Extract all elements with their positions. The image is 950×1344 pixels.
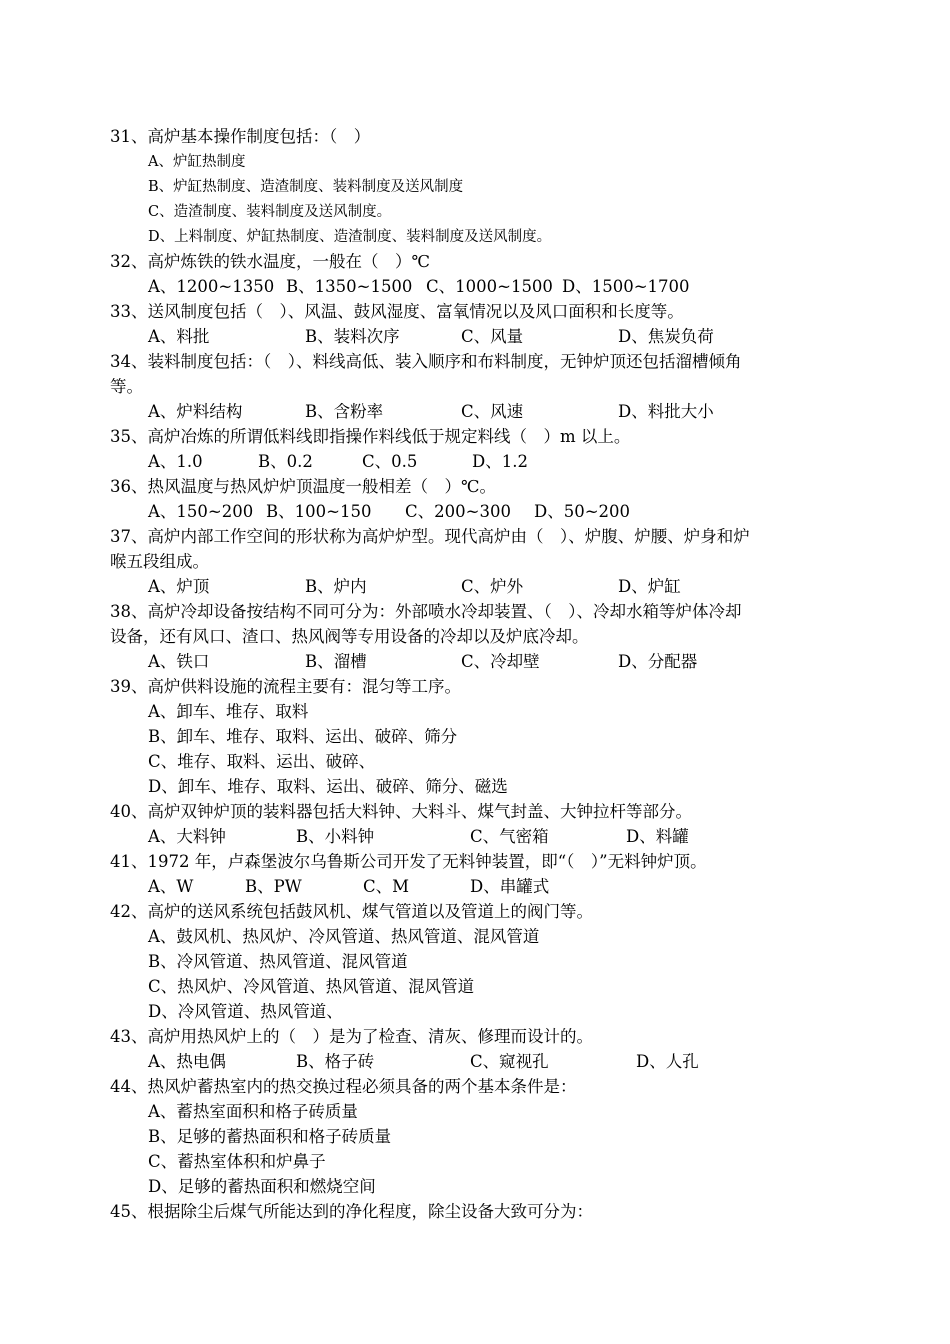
question-34-option-c: C、风速 <box>461 402 524 421</box>
question-35-option-c: C、0.5 <box>362 452 418 471</box>
question-36-option-b: B、100~150 <box>266 502 372 521</box>
question-32-option-d: D、1500~1700 <box>562 277 690 296</box>
question-34-option-a: A、炉料结构 <box>148 402 243 421</box>
question-38-options <box>148 650 862 674</box>
question-39-option-a: A、卸车、堆存、取料 <box>148 702 309 721</box>
question-33-option-c: C、风量 <box>461 327 524 346</box>
question-36-stem: 36、热风温度与热风炉炉顶温度一般相差（ ）℃。 <box>110 477 496 496</box>
question-44-option-d: D、足够的蓄热面积和燃烧空间 <box>148 1177 376 1196</box>
question-37-option-c: C、炉外 <box>461 577 524 596</box>
question-44-option-a: A、蓄热室面积和格子砖质量 <box>148 1102 358 1121</box>
question-39-stem: 39、高炉供料设施的流程主要有：混匀等工序。 <box>110 677 461 696</box>
question-37-stem-line-1: 37、高炉内部工作空间的形状称为高炉炉型。现代高炉由（ ）、炉腹、炉腰、炉身和炉 <box>110 527 750 546</box>
question-38-option-b: B、溜槽 <box>305 652 367 671</box>
question-40-options <box>148 825 862 849</box>
question-34-options <box>148 400 862 424</box>
question-31-option-d: D、上料制度、炉缸热制度、造渣制度、装料制度及送风制度。 <box>148 229 552 245</box>
question-38-stem-line-1: 38、高炉冷却设备按结构不同可分为：外部喷水冷却装置、（ ）、冷却水箱等炉体冷却 <box>110 602 742 621</box>
question-40-option-a: A、大料钟 <box>148 827 226 846</box>
question-36-option-a: A、150~200 <box>148 502 254 521</box>
question-43-option-d: D、人孔 <box>636 1052 699 1071</box>
question-41-option-d: D、串罐式 <box>470 877 550 896</box>
question-38-option-c: C、冷却壁 <box>461 652 540 671</box>
question-36-option-c: C、200~300 <box>405 502 511 521</box>
question-36-option-d: D、50~200 <box>534 502 631 521</box>
question-42-option-b: B、冷风管道、热风管道、混风管道 <box>148 952 408 971</box>
question-41-option-a: A、W <box>148 877 194 896</box>
question-33-option-d: D、焦炭负荷 <box>618 327 714 346</box>
question-43-stem: 43、高炉用热风炉上的（ ）是为了检查、清灰、修理而设计的。 <box>110 1027 593 1046</box>
question-37-stem-line-2: 喉五段组成。 <box>110 552 209 571</box>
question-40-option-c: C、气密箱 <box>470 827 549 846</box>
question-31-option-c: C、造渣制度、装料制度及送风制度。 <box>148 204 392 220</box>
question-41-option-b: B、PW <box>245 877 302 896</box>
question-41-options <box>148 875 862 899</box>
question-31-option-a: A、炉缸热制度 <box>148 154 246 170</box>
question-44-option-b: B、足够的蓄热面积和格子砖质量 <box>148 1127 392 1146</box>
question-40-stem: 40、高炉双钟炉顶的装料器包括大料钟、大料斗、煤气封盖、大钟拉杆等部分。 <box>110 802 692 821</box>
question-39-option-c: C、堆存、取料、运出、破碎、 <box>148 752 376 771</box>
question-34-stem-line-1: 34、装料制度包括：（ ）、料线高低、装入顺序和布料制度，无钟炉顶还包括溜槽倾角 <box>110 352 742 371</box>
question-38-option-d: D、分配器 <box>618 652 698 671</box>
question-31-option-b: B、炉缸热制度、造渣制度、装料制度及送风制度 <box>148 179 464 195</box>
question-43-option-c: C、窥视孔 <box>470 1052 549 1071</box>
question-42-stem: 42、高炉的送风系统包括鼓风机、煤气管道以及管道上的阀门等。 <box>110 902 593 921</box>
question-37-option-a: A、炉顶 <box>148 577 210 596</box>
question-35-stem: 35、高炉冶炼的所谓低料线即指操作料线低于规定料线（ ）m 以上。 <box>110 427 631 446</box>
question-37-options <box>148 575 862 599</box>
question-33-option-b: B、装料次序 <box>305 327 400 346</box>
question-45-stem: 45、根据除尘后煤气所能达到的净化程度，除尘设备大致可分为： <box>110 1202 593 1221</box>
question-42-option-c: C、热风炉、冷风管道、热风管道、混风管道 <box>148 977 475 996</box>
question-34-option-b: B、含粉率 <box>305 402 384 421</box>
question-33-option-a: A、料批 <box>148 327 210 346</box>
question-37-option-d: D、炉缸 <box>618 577 681 596</box>
question-34-stem-line-2: 等。 <box>110 377 143 396</box>
question-34-option-d: D、料批大小 <box>618 402 714 421</box>
question-39-option-d: D、卸车、堆存、取料、运出、破碎、筛分、磁选 <box>148 777 508 796</box>
question-31-stem: 31、高炉基本操作制度包括：（ ） <box>110 127 371 146</box>
question-41-stem: 41、1972 年，卢森堡波尔乌鲁斯公司开发了无料钟装置，即“（ ）”无料钟炉顶。 <box>110 852 707 871</box>
question-43-option-b: B、格子砖 <box>296 1052 375 1071</box>
question-42-option-d: D、冷风管道、热风管道、 <box>148 1002 343 1021</box>
question-38-stem-line-2: 设备，还有风口、渣口、热风阀等专用设备的冷却以及炉底冷却。 <box>110 627 589 646</box>
question-32-option-a: A、1200~1350 <box>148 277 275 296</box>
question-44-option-c: C、蓄热室体积和炉鼻子 <box>148 1152 326 1171</box>
question-35-option-a: A、1.0 <box>148 452 203 471</box>
question-35-option-b: B、0.2 <box>258 452 313 471</box>
question-41-option-c: C、M <box>363 877 410 896</box>
question-44-stem: 44、热风炉蓄热室内的热交换过程必须具备的两个基本条件是： <box>110 1077 577 1096</box>
question-35-options <box>148 450 862 474</box>
question-42-option-a: A、鼓风机、热风炉、冷风管道、热风管道、混风管道 <box>148 927 540 946</box>
question-40-option-d: D、料罐 <box>626 827 689 846</box>
question-43-options <box>148 1050 862 1074</box>
question-33-options <box>148 325 862 349</box>
question-32-option-b: B、1350~1500 <box>286 277 413 296</box>
question-32-options <box>148 275 862 299</box>
question-36-options <box>148 500 862 524</box>
question-39-option-b: B、卸车、堆存、取料、运出、破碎、筛分 <box>148 727 458 746</box>
question-37-option-b: B、炉内 <box>305 577 367 596</box>
question-43-option-a: A、热电偶 <box>148 1052 226 1071</box>
question-35-option-d: D、1.2 <box>472 452 528 471</box>
question-33-stem: 33、送风制度包括（ ）、风温、鼓风湿度、富氧情况以及风口面积和长度等。 <box>110 302 684 321</box>
question-32-option-c: C、1000~1500 <box>426 277 553 296</box>
question-40-option-b: B、小料钟 <box>296 827 375 846</box>
question-32-stem: 32、高炉炼铁的铁水温度，一般在（ ）℃ <box>110 252 430 271</box>
question-38-option-a: A、铁口 <box>148 652 210 671</box>
